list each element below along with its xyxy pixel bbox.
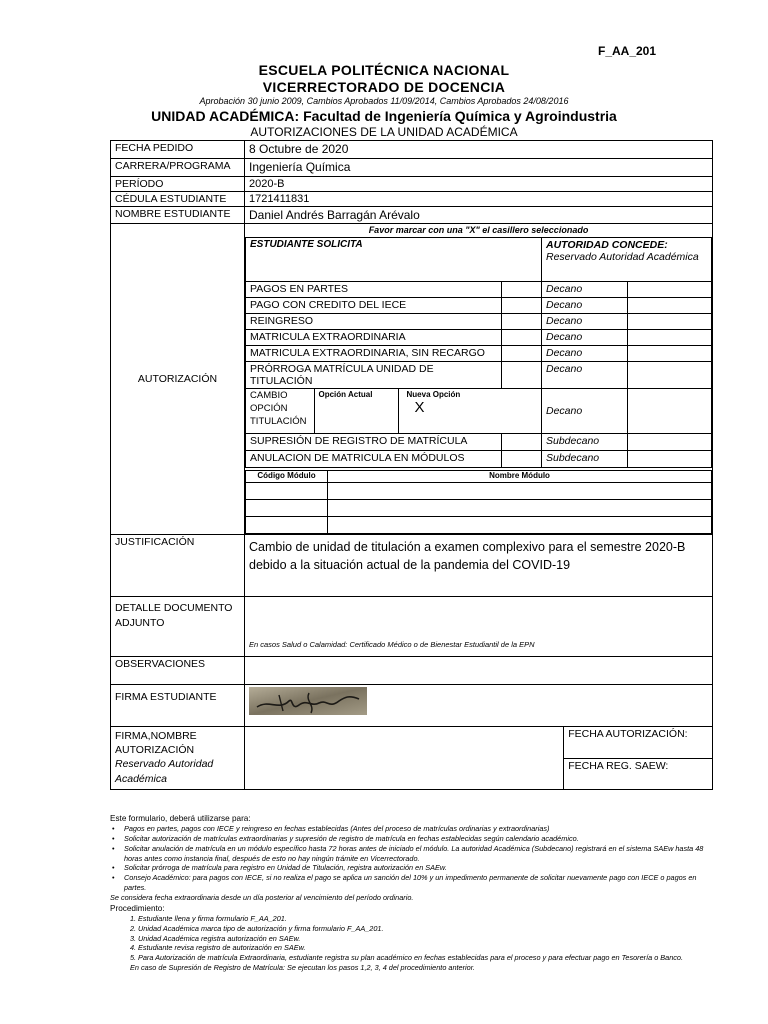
modules-table (245, 470, 712, 534)
justification-text[interactable]: Cambio de unidad de titulación a examen complexivo para el semestre 2020-B debido a la situación actual de la pandemia del COVID-19 (245, 535, 713, 597)
field-label: CARRERA/PROGRAMA (111, 159, 245, 177)
institution-name: ESCUELA POLITÉCNICA NACIONAL (258, 62, 510, 78)
option-checkbox[interactable] (502, 282, 542, 298)
period-value[interactable]: 2020-B (245, 177, 713, 192)
module-code-cell[interactable] (246, 500, 328, 517)
procedure-title: Procedimiento: (110, 903, 165, 913)
option-checkbox[interactable] (502, 434, 542, 451)
student-id-value[interactable]: 1721411831 (245, 192, 713, 207)
justification-label: JUSTIFICACIÓN (111, 535, 245, 597)
option-checkbox[interactable] (502, 330, 542, 346)
authorization-label: AUTORIZACIÓN (111, 224, 245, 535)
note-bullet: • Solicitar prórroga de matrícula para registro en Unidad de Titulación, registra autorización en SAEw. (110, 863, 710, 873)
authority-checkbox[interactable] (628, 362, 712, 389)
option-label: PRÓRROGA MATRÍCULA UNIDAD DE TITULACIÓN (246, 362, 502, 389)
student-signature-image (249, 687, 367, 715)
step-text: Estudiante revisa registro de autorización en SAEw. (138, 943, 306, 953)
new-option-header: Nueva Opción (406, 390, 461, 399)
form-title: AUTORIZACIONES DE LA UNIDAD ACADÉMICA (250, 125, 518, 139)
option-authority: Decano (542, 362, 628, 389)
module-code-header: Código Módulo (246, 471, 328, 483)
student-signature-label: FIRMA ESTUDIANTE (111, 685, 245, 727)
field-label: NOMBRE ESTUDIANTE (111, 207, 245, 224)
academic-unit: UNIDAD ACADÉMICA: Facultad de Ingeniería Química y Agroindustria (151, 108, 617, 124)
step-number: 4. (130, 943, 137, 953)
instruction-text: Favor marcar con una "X" el casillero seleccionado (368, 225, 589, 235)
module-name-cell[interactable] (328, 483, 712, 500)
saew-date-label[interactable]: FECHA REG. SAEW: (564, 758, 712, 789)
module-name-cell[interactable] (328, 500, 712, 517)
step-text: Unidad Académica registra autorización en SAEw. (138, 933, 301, 943)
program-value[interactable]: Ingeniería Química (245, 159, 713, 177)
note-bullet: • Consejo Académico: para pagos con IECE, si no realiza el pago se aplica un sanción del 10% y un impedimento permanente de solicitar nuevamente pago con IECE o pagos en partes. (110, 873, 710, 893)
option-checkbox[interactable] (502, 298, 542, 314)
authority-reserved-note: Reservado Autoridad Académica (546, 251, 699, 263)
notes-intro: Este formulario, deberá utilizarse para: (110, 814, 251, 823)
option-authority: Subdecano (542, 434, 628, 451)
module-code-cell[interactable] (246, 483, 328, 500)
instructions-notes (110, 813, 710, 973)
option-checkbox[interactable] (502, 451, 542, 468)
field-label: CÉDULA ESTUDIANTE (111, 192, 245, 207)
change-option-label: CAMBIO OPCIÓN TITULACIÓN (246, 389, 314, 433)
option-checkbox[interactable] (502, 314, 542, 330)
attachment-label: DETALLE DOCUMENTO ADJUNTO (111, 597, 245, 657)
authority-signature-label: FIRMA,NOMBRE AUTORIZACIÓN (115, 730, 197, 757)
request-date-value[interactable]: 8 Octubre de 2020 (245, 141, 713, 159)
step-text: Unidad Académica marca tipo de autorización y firma formulario F_AA_201. (138, 923, 384, 933)
option-label: MATRICULA EXTRAORDINARIA, SIN RECARGO (246, 346, 502, 362)
option-label: PAGO CON CREDITO DEL IECE (246, 298, 502, 314)
new-option-mark[interactable]: X (414, 399, 425, 416)
option-authority: Subdecano (542, 451, 628, 468)
authority-checkbox[interactable] (628, 330, 712, 346)
authority-signature-reserved: Reservado Autoridad Académica (115, 758, 214, 785)
student-requests-header: ESTUDIANTE SOLICITA (246, 238, 542, 282)
note-extra: Se considera fecha extraordinaria desde un día posterior al vencimiento del período ordinario. (110, 892, 414, 902)
authority-checkbox[interactable] (628, 314, 712, 330)
procedure-final: En caso de Supresión de Registro de Matrícula: Se ejecutan los pasos 1,2, 3, 4 del procedimiento anterior. (130, 963, 475, 973)
option-label: SUPRESIÓN DE REGISTRO DE MATRÍCULA (246, 434, 502, 451)
office-name: VICERRECTORADO DE DOCENCIA (262, 79, 506, 95)
form-code: F_AA_201 (598, 44, 657, 58)
option-authority: Decano (542, 314, 628, 330)
option-label: REINGRESO (246, 314, 502, 330)
approval-line: Aprobación 30 junio 2009, Cambios Aprobados 11/09/2014, Cambios Aprobados 24/08/2016 (199, 96, 569, 106)
field-label: PERÍODO (111, 177, 245, 192)
student-name-value[interactable]: Daniel Andrés Barragán Arévalo (245, 207, 713, 224)
step-number: 1. (130, 913, 137, 923)
authority-grants-header: AUTORIDAD CONCEDE: (546, 239, 668, 251)
authority-checkbox[interactable] (628, 346, 712, 362)
option-authority: Decano (542, 346, 628, 362)
note-bullet: • Pagos en partes, pagos con IECE y reingreso en fechas establecidas (Antes del proceso de matrículas ordinarias y extraordinarias) (110, 824, 710, 834)
authority-checkbox[interactable] (628, 389, 712, 434)
module-code-cell[interactable] (246, 517, 328, 534)
step-text: Estudiante llena y firma formulario F_AA_201. (138, 913, 287, 923)
module-name-header: Nombre Módulo (328, 471, 712, 483)
note-bullet: • Solicitar anulación de matrícula en un módulo específico hasta 72 horas antes de iniciado el módulo. La autoridad Académica (Subdecano) registrará en el sistema SAEw hasta 48 horas antes como instancia final, después de esto no hay ningún trámite en Vicerrectorado. (110, 844, 710, 864)
step-text: Para Autorización de matrícula Extraordinaria, estudiante registra su plan académico en fechas establecidas para el proceso y para efectuar pago en Tesorería o Banco. (138, 953, 684, 963)
change-option-authority: Decano (542, 389, 628, 434)
option-authority: Decano (542, 282, 628, 298)
note-bullet: • Solicitar autorización de matrículas extraordinarias y supresión de registro de matrícula en fechas establecidas según calendario académico. (110, 834, 710, 844)
authority-checkbox[interactable] (628, 298, 712, 314)
step-number: 2. (130, 923, 137, 933)
option-authority: Decano (542, 330, 628, 346)
authority-checkbox[interactable] (628, 451, 712, 468)
option-label: ANULACION DE MATRICULA EN MÓDULOS (246, 451, 502, 468)
observations-field[interactable] (245, 657, 713, 685)
field-label: FECHA PEDIDO (111, 141, 245, 159)
authority-checkbox[interactable] (628, 434, 712, 451)
authorization-date-label[interactable]: FECHA AUTORIZACIÓN: (564, 727, 712, 758)
options-table (245, 237, 712, 468)
option-checkbox[interactable] (502, 346, 542, 362)
attachment-note: En casos Salud o Calamidad: Certificado Médico o de Bienestar Estudiantil de la EPN (249, 640, 535, 649)
step-number: 3. (130, 933, 137, 943)
step-number: 5. (130, 953, 137, 963)
authorization-form-table (110, 140, 713, 790)
option-checkbox[interactable] (502, 362, 542, 389)
current-option-header[interactable]: Opción Actual (314, 389, 398, 433)
observations-label: OBSERVACIONES (111, 657, 245, 685)
authority-checkbox[interactable] (628, 282, 712, 298)
option-label: PAGOS EN PARTES (246, 282, 502, 298)
option-authority: Decano (542, 298, 628, 314)
authority-signature-field[interactable] (245, 727, 564, 789)
module-name-cell[interactable] (328, 517, 712, 534)
option-label: MATRICULA EXTRAORDINARIA (246, 330, 502, 346)
